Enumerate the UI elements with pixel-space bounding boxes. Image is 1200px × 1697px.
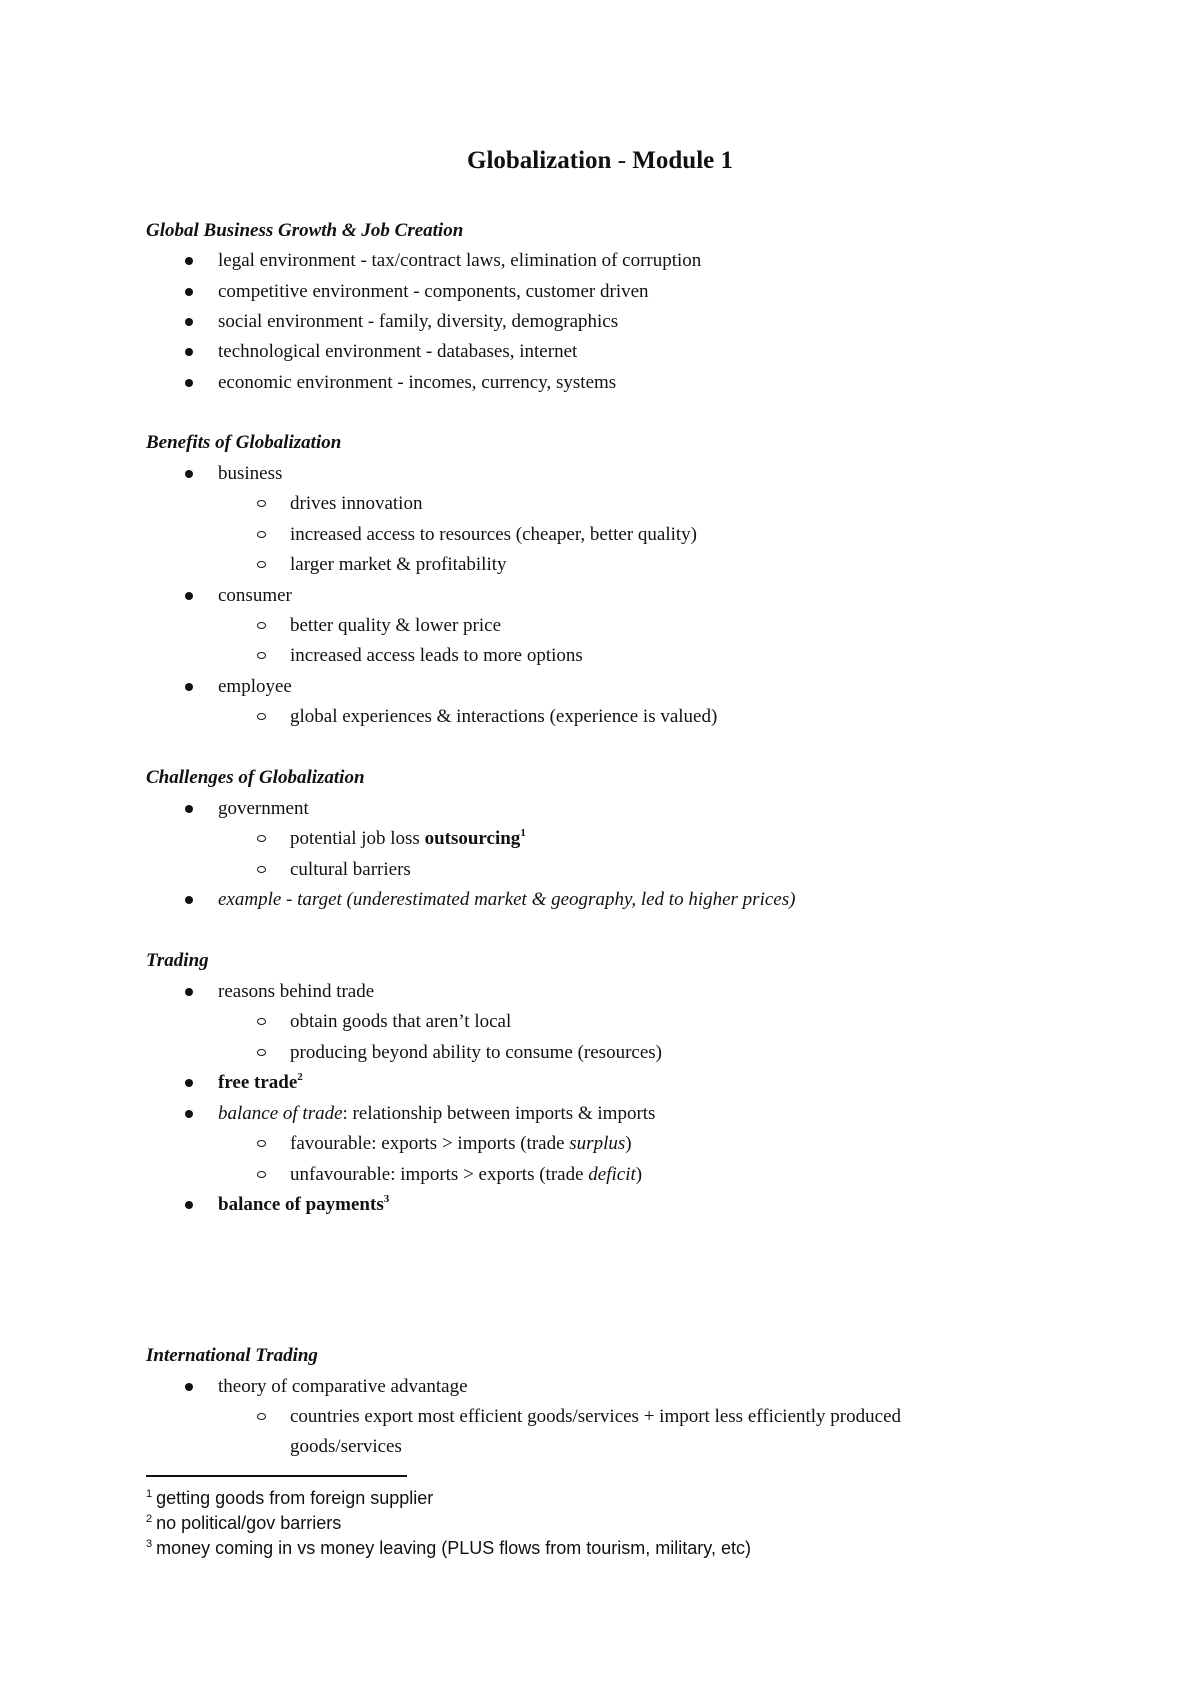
bullet-circle-icon: [257, 561, 266, 568]
footnote-text: no political/gov barriers: [156, 1513, 342, 1533]
bullet-circle-icon: [257, 866, 266, 873]
footnote-ref-1[interactable]: 1: [520, 827, 526, 839]
bullet-circle-icon: [257, 1171, 266, 1178]
list-item-consumer: consumer: [218, 585, 292, 606]
bullet-circle-icon: [257, 500, 266, 507]
list-item: social environment - family, diversity, demographics: [218, 311, 619, 332]
sub-item-text: unfavourable: imports > exports (trade: [290, 1164, 589, 1185]
sub-list-item-line1: countries export most efficient goods/services + import less efficiently produced: [290, 1406, 901, 1427]
bullet-circle-icon: [257, 713, 266, 720]
list-item-balance-of-payments: [218, 1194, 389, 1216]
title-module: Module 1: [632, 147, 733, 174]
bullet-dot-icon: [185, 988, 193, 996]
bullet-circle-icon: [257, 622, 266, 629]
sub-item-text: potential job loss: [290, 828, 425, 849]
sub-list-item: cultural barriers: [290, 859, 411, 880]
term-balance-of-payments: balance of payments: [218, 1194, 384, 1215]
title-separator: -: [611, 147, 633, 174]
sub-list-item-outsourcing: [290, 828, 526, 850]
definition-text: : relationship between imports & imports: [342, 1103, 656, 1124]
footnote-1: [146, 1488, 433, 1509]
list-item-government: government: [218, 798, 309, 819]
sub-list-item-line2: goods/services: [290, 1436, 402, 1457]
sub-list-item: obtain goods that aren’t local: [290, 1011, 512, 1032]
list-item: competitive environment - components, customer driven: [218, 281, 649, 302]
footnote-divider: [146, 1475, 407, 1477]
bullet-dot-icon: [185, 348, 193, 356]
list-item-business: business: [218, 463, 283, 484]
bullet-dot-icon: [185, 896, 193, 904]
title-main: Globalization: [467, 147, 612, 174]
bullet-circle-icon: [257, 652, 266, 659]
term-deficit: deficit: [588, 1164, 636, 1185]
bullet-dot-icon: [185, 470, 193, 478]
bullet-dot-icon: [185, 1079, 193, 1087]
bullet-dot-icon: [185, 1383, 193, 1391]
sub-list-item: increased access to resources (cheaper, better quality): [290, 524, 697, 545]
term-balance-of-trade: balance of trade: [218, 1103, 343, 1124]
term-outsourcing: outsourcing: [424, 828, 521, 849]
term-surplus: surplus: [569, 1133, 626, 1154]
bullet-dot-icon: [185, 683, 193, 691]
list-item-theory: theory of comparative advantage: [218, 1376, 468, 1397]
term-free-trade: free trade: [218, 1072, 298, 1093]
bullet-dot-icon: [185, 592, 193, 600]
paren-close: ): [625, 1133, 632, 1154]
bullet-dot-icon: [185, 288, 193, 296]
section-heading-growth: Global Business Growth & Job Creation: [146, 220, 464, 241]
bullet-dot-icon: [185, 1201, 193, 1209]
section-heading-trading: Trading: [146, 950, 209, 971]
sub-list-item: larger market & profitability: [290, 554, 507, 575]
footnote-2: [146, 1513, 341, 1534]
footnote-3: [146, 1538, 751, 1559]
bullet-circle-icon: [257, 1140, 266, 1147]
bullet-circle-icon: [257, 1049, 266, 1056]
page-title: [0, 147, 1200, 175]
footnote-number: 3: [146, 1538, 153, 1550]
sub-list-item: drives innovation: [290, 493, 423, 514]
bullet-circle-icon: [257, 835, 266, 842]
sub-list-item-unfavourable: [290, 1164, 642, 1186]
list-item-balance-of-trade: [218, 1103, 655, 1125]
sub-list-item: better quality & lower price: [290, 615, 502, 636]
sub-list-item-favourable: [290, 1133, 632, 1155]
bullet-dot-icon: [185, 1110, 193, 1118]
bullet-dot-icon: [185, 379, 193, 387]
footnote-number: 2: [146, 1513, 153, 1525]
section-heading-international: International Trading: [146, 1345, 318, 1366]
bullet-dot-icon: [185, 318, 193, 326]
section-heading-benefits: Benefits of Globalization: [146, 432, 342, 453]
footnote-ref-3[interactable]: 3: [383, 1193, 390, 1205]
list-item-employee: employee: [218, 676, 292, 697]
list-item-example: example - target (underestimated market & geography, led to higher prices): [218, 889, 796, 910]
list-item: technological environment - databases, internet: [218, 341, 578, 362]
footnote-number: 1: [146, 1488, 153, 1500]
bullet-circle-icon: [257, 1018, 266, 1025]
bullet-dot-icon: [185, 805, 193, 813]
bullet-dot-icon: [185, 257, 193, 265]
footnote-ref-2[interactable]: 2: [297, 1071, 303, 1083]
list-item: legal environment - tax/contract laws, elimination of corruption: [218, 250, 702, 271]
bullet-circle-icon: [257, 531, 266, 538]
sub-item-text: favourable: exports > imports (trade: [290, 1133, 570, 1154]
footnote-text: money coming in vs money leaving (PLUS flows from tourism, military, etc): [156, 1538, 751, 1558]
bullet-circle-icon: [257, 1413, 266, 1420]
footnote-text: getting goods from foreign supplier: [156, 1488, 434, 1508]
sub-list-item: increased access leads to more options: [290, 645, 583, 666]
list-item-free-trade: [218, 1072, 303, 1094]
sub-list-item: global experiences & interactions (experience is valued): [290, 706, 718, 727]
sub-list-item: producing beyond ability to consume (resources): [290, 1042, 662, 1063]
paren-close: ): [635, 1164, 643, 1185]
list-item: economic environment - incomes, currency, systems: [218, 372, 617, 393]
list-item-reasons: reasons behind trade: [218, 981, 375, 1002]
section-heading-challenges: Challenges of Globalization: [146, 767, 365, 788]
